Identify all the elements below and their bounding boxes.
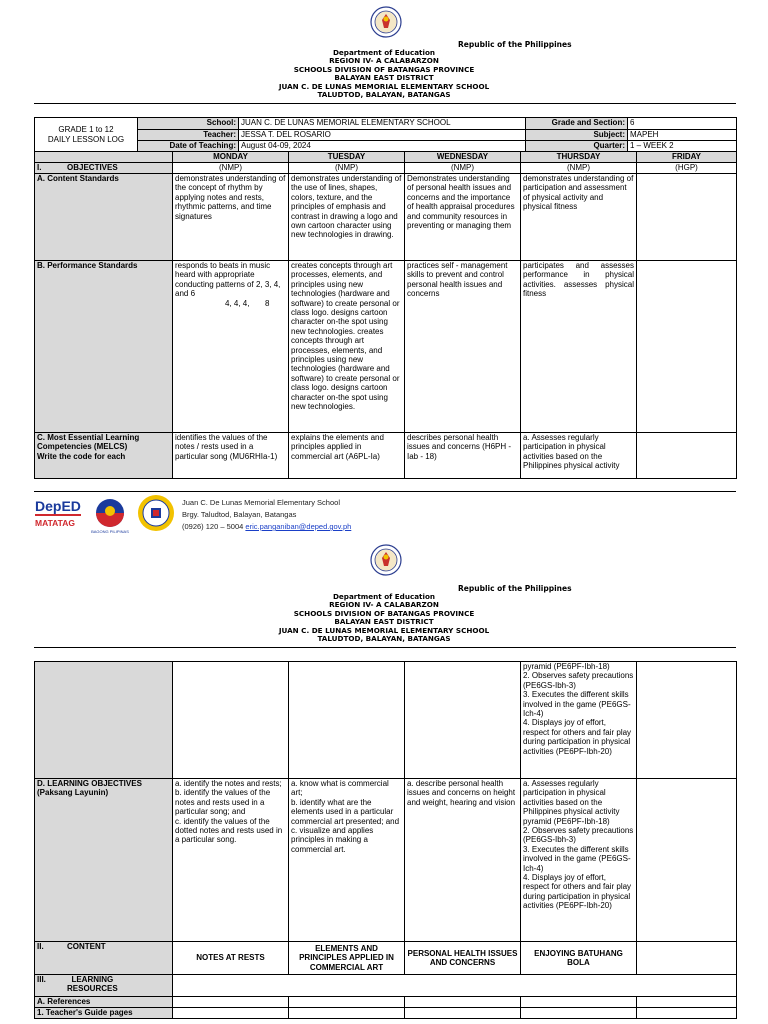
letterhead xyxy=(0,49,768,99)
content-title: CONTENT xyxy=(67,942,106,951)
continued-cell xyxy=(289,662,405,779)
bagong-pilipinas-text: BAGONG PILIPINAS xyxy=(91,529,129,534)
teachers-guide-cell xyxy=(405,1008,521,1019)
content-number: II. xyxy=(37,942,44,951)
references-cell xyxy=(173,997,289,1008)
content-standards-cell: demonstrates understanding of the concept of rhythm by applying notes and rests, rhythmic patterns, and time signatures xyxy=(173,174,289,261)
lesson-plan-table-continued xyxy=(34,661,737,1019)
learning-objectives-cell: a. describe personal health issues and concerns on height and weight, hearing and vision xyxy=(405,779,521,942)
objective-code: (HGP) xyxy=(637,163,737,174)
subject-label: Subject: xyxy=(526,130,628,141)
objective-code: (NMP) xyxy=(173,163,289,174)
header-divider xyxy=(34,647,736,648)
teachers-guide-cell xyxy=(637,1008,737,1019)
day-header-blank xyxy=(35,152,173,163)
learning-resources-title: LEARNING RESOURCES xyxy=(67,975,118,994)
content-label xyxy=(35,942,173,975)
content-cell xyxy=(637,942,737,975)
letterhead-line: BALAYAN EAST DISTRICT xyxy=(334,73,434,83)
school-footer xyxy=(0,487,768,537)
content-standards-cell: Demonstrates understanding of personal health issues and concerns and the importance of health appraisal procedures and community resources in preventing or managing them xyxy=(405,174,521,261)
melcs-cell xyxy=(637,433,737,479)
references-label: A. References xyxy=(35,997,173,1008)
objectives-title: OBJECTIVES xyxy=(67,163,118,172)
learning-objectives-cell: a. identify the notes and rests; b. identify the values of the notes and rests used in a particular song; and c. identify the values of the dotted notes and rests used in a particular song. xyxy=(173,779,289,942)
dll-grade-range: GRADE 1 to 12 xyxy=(58,125,114,135)
letterhead-line: JUAN C. DE LUNAS MEMORIAL ELEMENTARY SCHOOL xyxy=(278,81,490,91)
learning-objectives-cell xyxy=(637,779,737,942)
objective-code: (NMP) xyxy=(289,163,405,174)
references-cell xyxy=(637,997,737,1008)
letterhead xyxy=(0,593,768,643)
letterhead-line: SCHOOLS DIVISION OF BATANGAS PROVINCE xyxy=(293,608,475,618)
continued-cell xyxy=(173,662,289,779)
letterhead-line: TALUDTOD, BALAYAN, BATANGAS xyxy=(317,90,451,100)
deped-logo-text: DepED xyxy=(35,498,81,514)
learning-resources-number: III. xyxy=(37,975,46,984)
quarter-label: Quarter: xyxy=(526,141,628,152)
bagong-pilipinas-logo xyxy=(88,497,132,535)
letterhead-line: REGION IV- A CALABARZON xyxy=(329,600,439,610)
learning-objectives-label: D. LEARNING OBJECTIVES (Paksang Layunin) xyxy=(35,779,173,942)
day-thursday: THURSDAY xyxy=(521,152,637,163)
objective-code: (NMP) xyxy=(405,163,521,174)
performance-standards-cell: participates and assesses performance in physical activities. assesses physical fitness xyxy=(521,261,637,433)
school-label: School: xyxy=(138,118,239,130)
footer-address xyxy=(182,497,351,533)
continued-thursday-cell: pyramid (PE6PF-Ibh-18) 2. Observes safety precautions (PE6GS-Ibh-3) 3. Executes the different skills involved in the game (PE6GS-Ich-4) 4. Displays joy of effort, respect for others and fair play during participation in physical activities (PE6PF-Ibh-20) xyxy=(521,662,637,779)
grade-value: 6 xyxy=(628,118,737,130)
content-cell: ENJOYING BATUHANG BOLA xyxy=(521,942,637,975)
day-wednesday: WEDNESDAY xyxy=(405,152,521,163)
melcs-cell: a. Assesses regularly participation in physical activities based on the Philippines physical activity xyxy=(521,433,637,479)
footer-school-name: Juan C. De Lunas Memorial Elementary School xyxy=(182,498,340,507)
content-standards-cell xyxy=(637,174,737,261)
deped-seal-icon xyxy=(370,544,402,576)
footer-contact xyxy=(182,521,351,533)
letterhead-line: JUAN C. DE LUNAS MEMORIAL ELEMENTARY SCHOOL xyxy=(278,625,490,635)
content-cell: PERSONAL HEALTH ISSUES AND CONCERNS xyxy=(405,942,521,975)
day-monday: MONDAY xyxy=(173,152,289,163)
letterhead-line: SCHOOLS DIVISION OF BATANGAS PROVINCE xyxy=(293,64,475,74)
footer-divider xyxy=(34,491,736,492)
header-divider xyxy=(34,103,736,104)
republic-heading: Republic of the Philippines xyxy=(458,584,572,593)
melcs-label: C. Most Essential Learning Competencies (MELCS) Write the code for each xyxy=(35,433,173,479)
letterhead-line: Department of Education xyxy=(332,592,436,601)
republic-heading: Republic of the Philippines xyxy=(458,40,572,49)
teacher-value: JESSA T. DEL ROSARIO xyxy=(239,130,526,141)
performance-standards-cell xyxy=(637,261,737,433)
continued-label-cell xyxy=(35,662,173,779)
content-standards-cell: demonstrates understanding of the use of lines, shapes, colors, texture, and the principles of emphasis and contrast in drawing a logo and own cartoon character using new technologies in drawing. xyxy=(289,174,405,261)
performance-standards-cell xyxy=(173,261,289,433)
performance-standards-label: B. Performance Standards xyxy=(35,261,173,433)
references-cell xyxy=(405,997,521,1008)
objectives-number: I. xyxy=(37,163,42,172)
deped-seal-icon xyxy=(370,6,402,38)
content-cell: ELEMENTS AND PRINCIPLES APPLIED IN COMMERCIAL ART xyxy=(289,942,405,975)
letterhead-line: Department of Education xyxy=(332,48,436,57)
teachers-guide-cell xyxy=(521,1008,637,1019)
learning-resources-label xyxy=(35,975,173,997)
continued-cell xyxy=(637,662,737,779)
letterhead-line: TALUDTOD, BALAYAN, BATANGAS xyxy=(317,634,451,644)
content-cell: NOTES AT RESTS xyxy=(173,942,289,975)
teachers-guide-cell xyxy=(289,1008,405,1019)
performance-monday-text: responds to beats in music heard with appropriate conducting patterns of 2, 3, 4, and 6 xyxy=(175,261,281,299)
teacher-label: Teacher: xyxy=(138,130,239,141)
date-value: August 04-09, 2024 xyxy=(239,141,526,152)
letterhead-line: REGION IV- A CALABARZON xyxy=(329,56,439,66)
dll-title-cell xyxy=(35,118,138,152)
subject-value: MAPEH xyxy=(628,130,737,141)
dll-title: DAILY LESSON LOG xyxy=(47,134,125,144)
time-signature-row: 4, 4, 4, 8 xyxy=(225,298,270,308)
references-cell xyxy=(521,997,637,1008)
day-friday: FRIDAY xyxy=(637,152,737,163)
lesson-plan-table xyxy=(34,151,737,479)
school-value: JUAN C. DE LUNAS MEMORIAL ELEMENTARY SCHOOL xyxy=(239,118,526,130)
matatag-logo-text: MATATAG xyxy=(35,518,75,528)
continued-cell xyxy=(405,662,521,779)
content-standards-cell: demonstrates understanding of participation and assessment of physical activity and physical fitness xyxy=(521,174,637,261)
grade-label: Grade and Section: xyxy=(526,118,628,130)
teachers-guide-cell xyxy=(173,1008,289,1019)
melcs-cell: explains the elements and principles applied in commercial art (A6PL-Ia) xyxy=(289,433,405,479)
learning-resources-cell xyxy=(173,975,737,997)
performance-standards-cell: creates concepts through art processes, elements, and principles using new technologies (hardware and software) to create personal or class logo. designs cartoon character on-the spot using new technologies. creates concepts through art processes, elements, and principles using new technologies (hardware and software) to create personal or class logo. designs cartoon character on-the spot using new technologies. xyxy=(289,261,405,433)
lesson-info-table xyxy=(34,117,737,152)
performance-standards-cell: practices self - management skills to prevent and control personal health issues and concerns xyxy=(405,261,521,433)
letterhead-line: BALAYAN EAST DISTRICT xyxy=(334,617,434,627)
quarter-value: 1 – WEEK 2 xyxy=(628,141,737,152)
day-tuesday: TUESDAY xyxy=(289,152,405,163)
deped-matatag-logo xyxy=(34,495,84,531)
footer-phone: (0926) 120 – 5004 xyxy=(182,522,244,531)
school-seal-icon xyxy=(134,493,178,533)
learning-objectives-cell: a. Assesses regularly participation in physical activities based on the Philippines physical activity pyramid (PE6PF-Ibh-18) 2. Observes safety precautions (PE6GS-Ibh-3) 3. Executes the different skills involved in the game (PE6GS-Ich-4) 4. Displays joy of effort, respect for others and fair play during participation in physical activities (PE6PF-Ibh-20) xyxy=(521,779,637,942)
objective-code: (NMP) xyxy=(521,163,637,174)
objectives-label xyxy=(35,163,173,174)
melcs-cell: describes personal health issues and concerns (H6PH -Iab - 18) xyxy=(405,433,521,479)
melcs-cell: identifies the values of the notes / rests used in a particular song (MU6RHIa-1) xyxy=(173,433,289,479)
footer-email-link[interactable]: eric.panganiban@deped.gov.ph xyxy=(245,522,352,531)
content-standards-label: A. Content Standards xyxy=(35,174,173,261)
learning-objectives-cell: a. know what is commercial art; b. identify what are the elements used in a particular commercial art presented; and c. visualize and applies principles in making a commercial art. xyxy=(289,779,405,942)
date-label: Date of Teaching: xyxy=(138,141,239,152)
teachers-guide-label: 1. Teacher's Guide pages xyxy=(35,1008,173,1019)
footer-location: Brgy. Taludtod, Balayan, Batangas xyxy=(182,510,297,519)
references-cell xyxy=(289,997,405,1008)
